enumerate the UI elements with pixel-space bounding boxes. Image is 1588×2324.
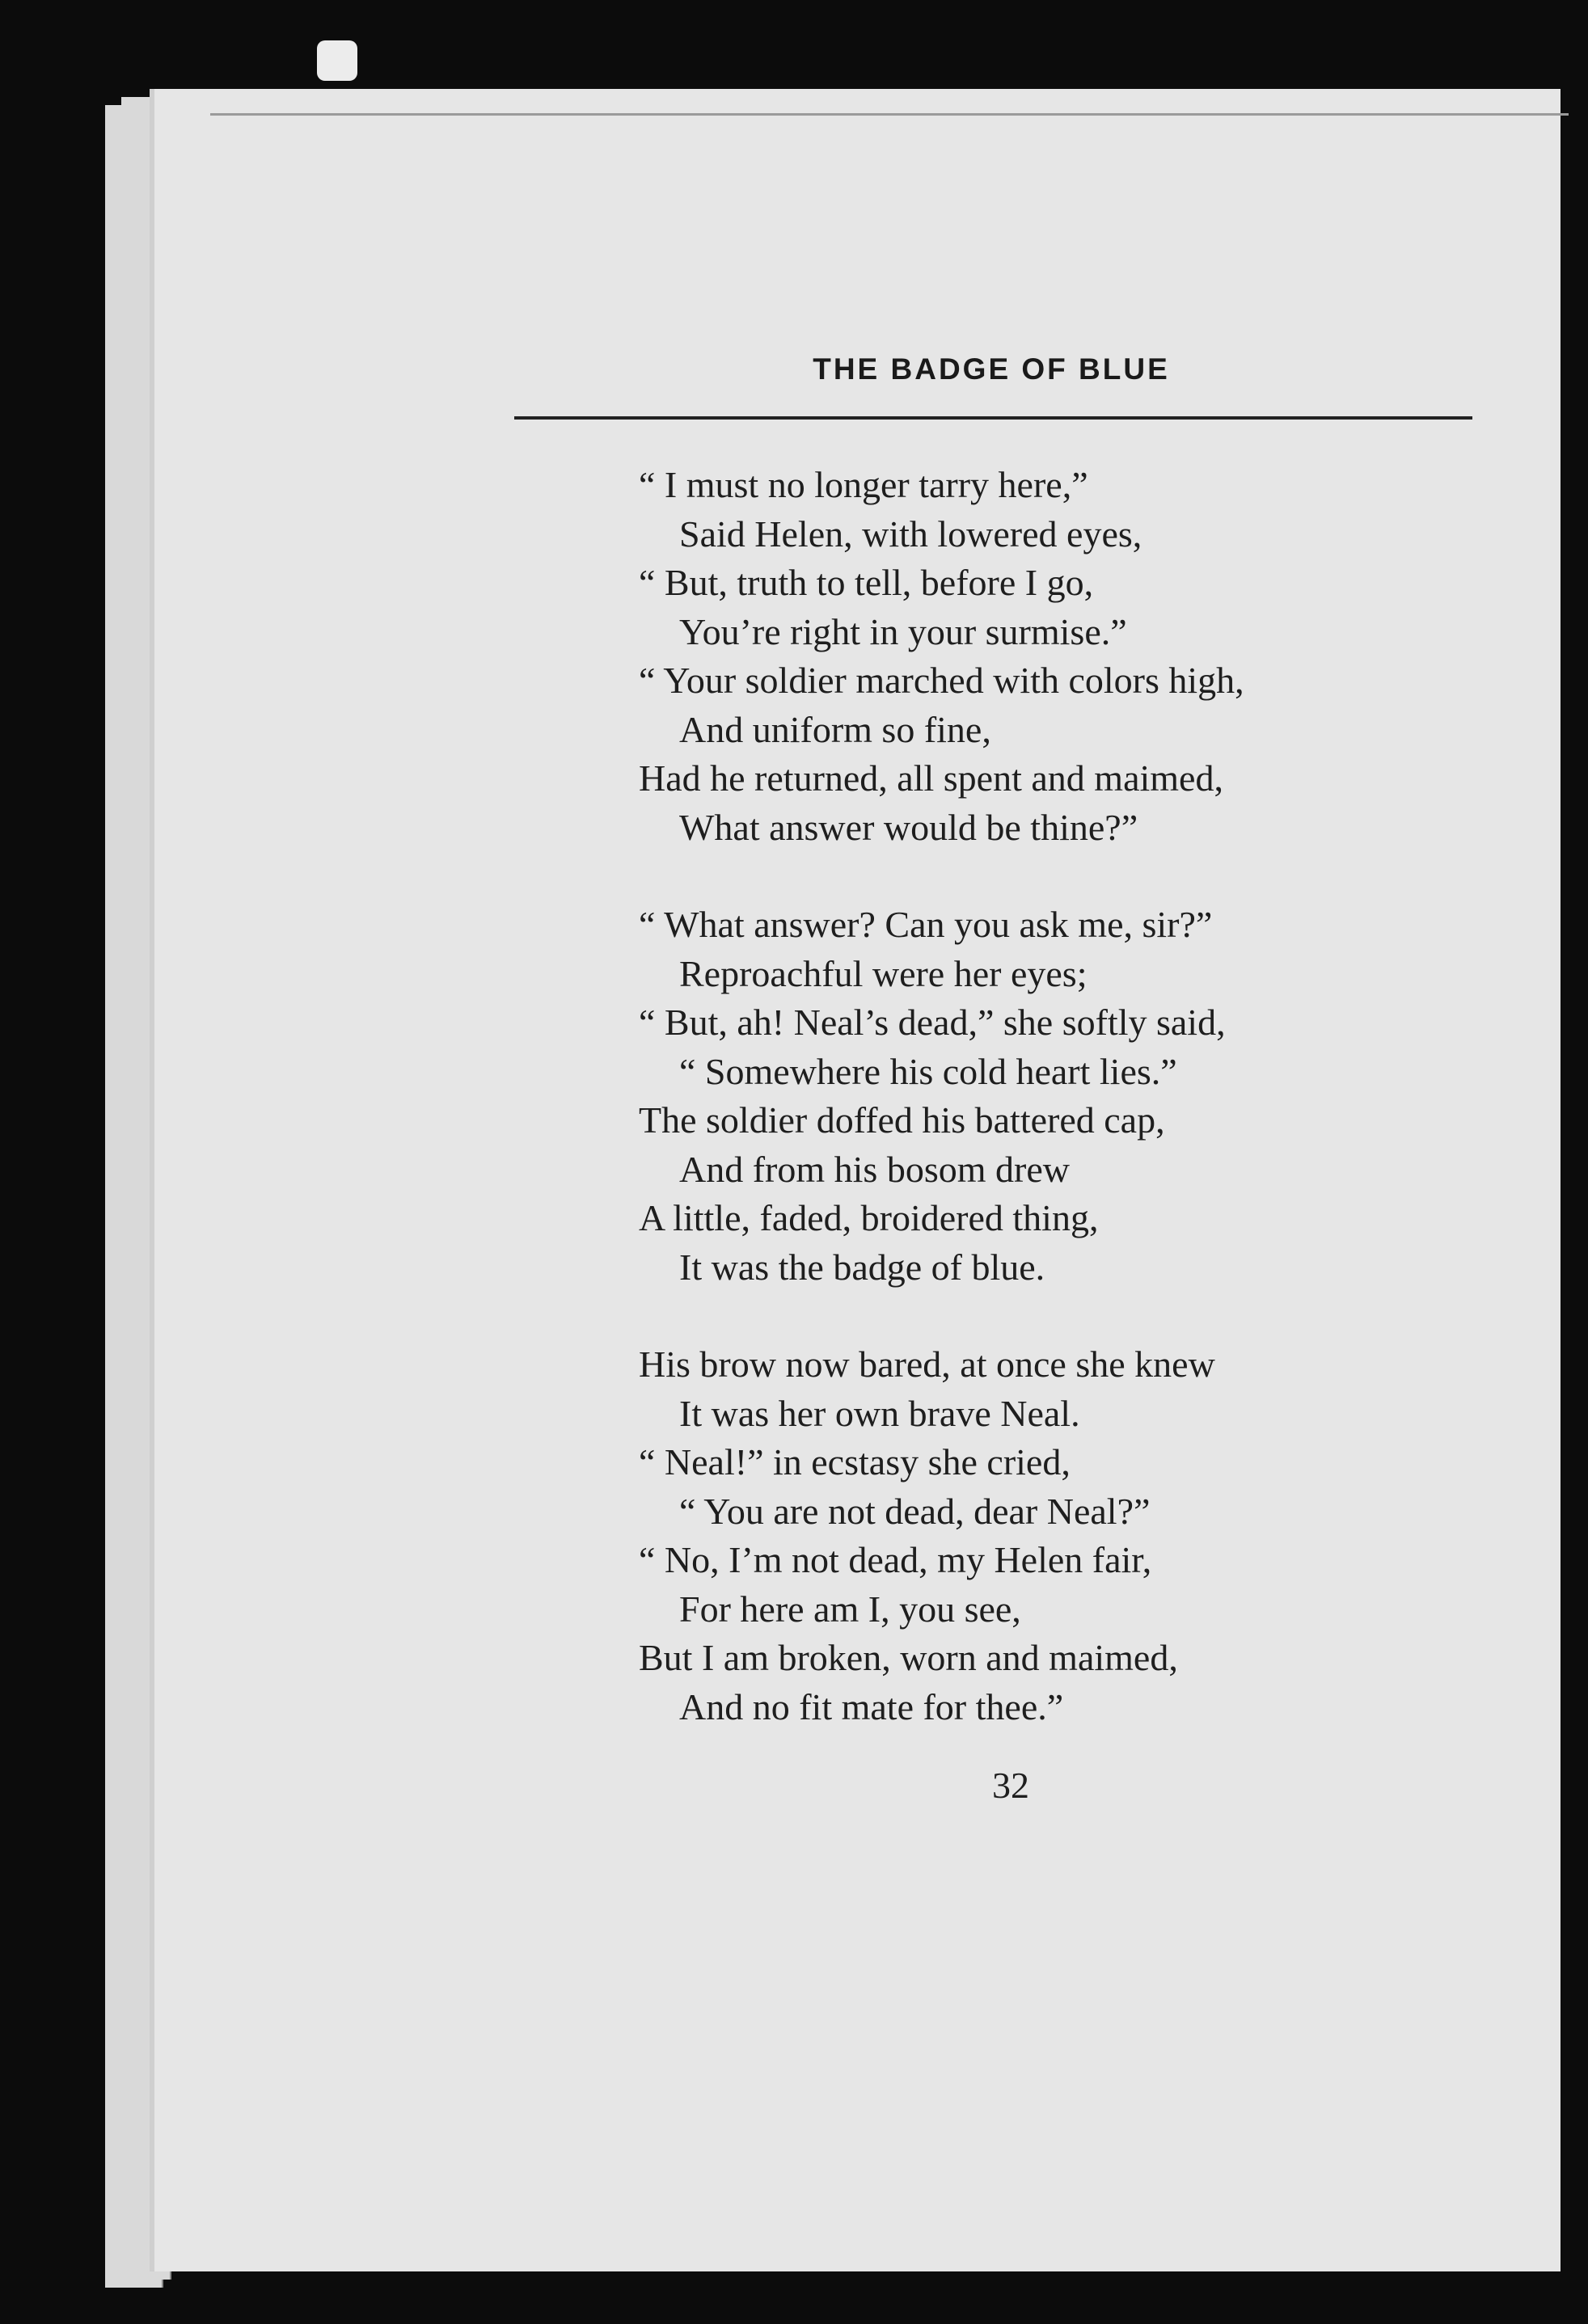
poem-line: “ Neal!” in ecstasy she cried, (639, 1441, 1071, 1483)
header-rule (514, 416, 1472, 420)
poem-line: “ No, I’m not dead, my Helen fair, (639, 1539, 1152, 1580)
page-number: 32 (992, 1765, 1029, 1806)
poem-line: You’re right in your surmise.” (679, 610, 1127, 652)
poem-line: “ I must no longer tarry here,” (639, 464, 1088, 505)
page-top-edge (210, 113, 1569, 116)
stanza (639, 900, 1528, 1292)
poem-line: And no fit mate for thee.” (679, 1685, 1064, 1727)
poem-line: It was her own brave Neal. (679, 1392, 1080, 1434)
poem-line: Reproachful were her eyes; (679, 952, 1088, 994)
poem-line: And uniform so fine, (679, 708, 991, 750)
paper-tab (317, 40, 357, 81)
poem-line: And from his bosom drew (679, 1148, 1070, 1190)
running-header: THE BADGE OF BLUE (813, 352, 1170, 386)
poem-line: “ You are not dead, dear Neal?” (679, 1490, 1151, 1532)
poem-line: “ But, truth to tell, before I go, (639, 562, 1094, 603)
poem-line: What answer would be thine?” (679, 806, 1138, 848)
poem-line: It was the badge of blue. (679, 1246, 1045, 1288)
poem-line: “ But, ah! Neal’s dead,” she softly said, (639, 1002, 1226, 1043)
poem-line: But I am broken, worn and maimed, (639, 1637, 1178, 1678)
stanza (639, 1340, 1528, 1731)
stanza (639, 461, 1528, 852)
poem-line: His brow now bared, at once she knew (639, 1343, 1215, 1385)
poem-line: Had he returned, all spent and maimed, (639, 757, 1223, 799)
poem-line: Said Helen, with lowered eyes, (679, 512, 1142, 555)
poem-line: A little, faded, broidered thing, (639, 1197, 1099, 1238)
poem-line: The soldier doffed his battered cap, (639, 1099, 1165, 1141)
poem-line: “ Your soldier marched with colors high, (639, 660, 1244, 701)
poem-line: For here am I, you see, (679, 1588, 1021, 1630)
poem-line: “ What answer? Can you ask me, sir?” (639, 904, 1213, 945)
poem-body (639, 461, 1528, 1780)
poem-line: “ Somewhere his cold heart lies.” (679, 1050, 1177, 1092)
